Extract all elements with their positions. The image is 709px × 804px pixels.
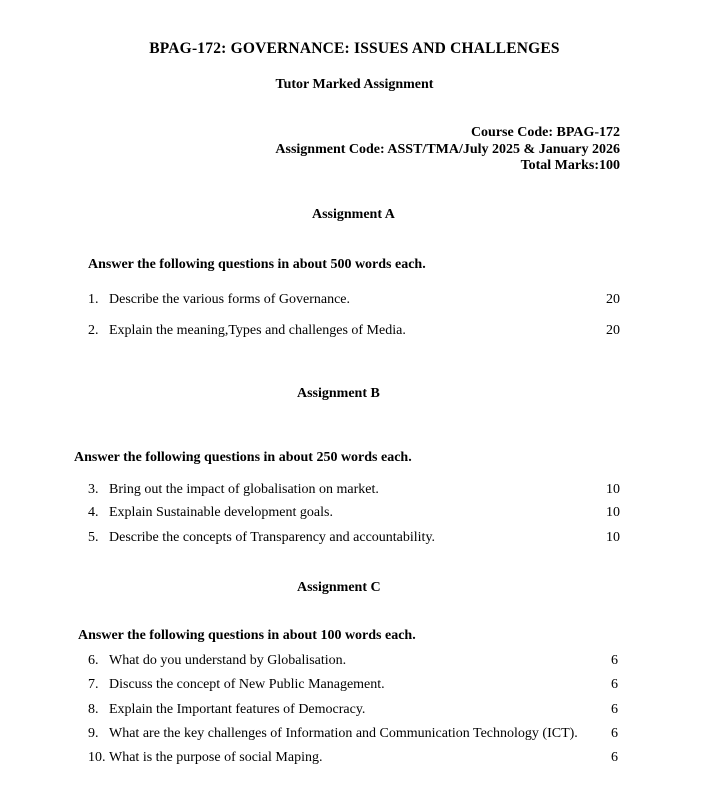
question-number: 9. — [88, 726, 99, 741]
question-text: Discuss the concept of New Public Management. — [109, 677, 385, 692]
question-number: 4. — [88, 505, 99, 520]
question-number: 2. — [88, 323, 99, 338]
section-instruction-b: Answer the following questions in about 250 words each. — [74, 450, 412, 465]
document-subtitle: Tutor Marked Assignment — [275, 77, 434, 92]
question-text: Bring out the impact of globalisation on market. — [109, 482, 379, 497]
question-marks: 6 — [611, 750, 618, 765]
section-instruction-c: Answer the following questions in about 100 words each. — [78, 628, 416, 643]
question-text: What are the key challenges of Information and Communication Technology (ICT). — [109, 726, 578, 741]
question-number: 7. — [88, 677, 99, 692]
question-marks: 10 — [606, 530, 620, 545]
question-text: What do you understand by Globalisation. — [109, 653, 347, 668]
question-text: Explain Sustainable development goals. — [109, 505, 333, 520]
question-text: Explain the Important features of Democracy. — [109, 702, 366, 717]
question-number: 5. — [88, 530, 99, 545]
question-text: What is the purpose of social Maping. — [109, 750, 323, 765]
question-number: 8. — [88, 702, 99, 717]
question-text: Explain the meaning,Types and challenges of Media. — [109, 323, 406, 338]
question-marks: 10 — [606, 505, 620, 520]
question-item — [88, 482, 379, 498]
question-item — [88, 323, 406, 339]
question-number: 1. — [88, 292, 99, 307]
total-marks: Total Marks:100 — [520, 158, 620, 173]
question-item — [88, 702, 365, 718]
question-item — [88, 292, 350, 308]
question-item — [88, 677, 385, 693]
question-marks: 6 — [611, 653, 618, 668]
question-text: Describe the concepts of Transparency and accountability. — [109, 530, 436, 545]
question-item — [88, 726, 578, 742]
question-marks: 6 — [611, 726, 618, 741]
question-item — [88, 750, 322, 766]
question-marks: 6 — [611, 677, 618, 692]
question-item — [88, 530, 435, 546]
section-heading-a: Assignment A — [312, 207, 395, 222]
question-number: 3. — [88, 482, 99, 497]
question-item — [88, 505, 333, 521]
question-marks: 20 — [606, 292, 620, 307]
question-number: 10. — [88, 750, 106, 765]
document-title: BPAG-172: GOVERNANCE: ISSUES AND CHALLENGES — [149, 40, 560, 57]
section-heading-c: Assignment C — [297, 580, 381, 595]
course-code: Course Code: BPAG-172 — [470, 125, 620, 140]
assignment-code: Assignment Code: ASST/TMA/July 2025 & January 2026 — [275, 142, 620, 157]
section-instruction-a: Answer the following questions in about 500 words each. — [88, 257, 426, 272]
question-number: 6. — [88, 653, 99, 668]
question-marks: 20 — [606, 323, 620, 338]
question-marks: 10 — [606, 482, 620, 497]
question-marks: 6 — [611, 702, 618, 717]
section-heading-b: Assignment B — [297, 386, 380, 401]
question-item — [88, 653, 346, 669]
question-text: Describe the various forms of Governance. — [109, 292, 351, 307]
